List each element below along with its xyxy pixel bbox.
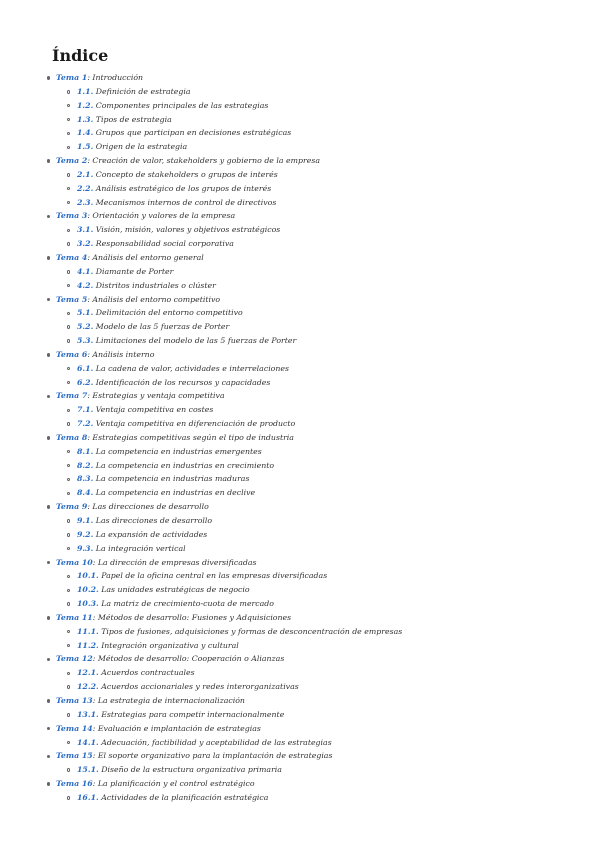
toc-topic (0, 154, 600, 209)
hollow-bullet-icon (67, 270, 70, 273)
toc-subtopic (0, 362, 600, 376)
subtopic-title: La competencia en industrias en crecimiento (95, 460, 275, 470)
subtopic-list (0, 708, 600, 722)
separator: : (92, 612, 98, 622)
subtopic-title: Visión, misión, valores y objetivos estratégicos (95, 225, 281, 235)
toc-topic (0, 431, 600, 500)
toc-subtopic (0, 528, 600, 542)
hollow-bullet-icon (67, 132, 70, 135)
subtopic-link[interactable]: 5.2. (77, 322, 94, 332)
toc-topic-row (0, 749, 600, 763)
subtopic-list (0, 514, 600, 556)
subtopic-link[interactable]: 14.1. (77, 737, 99, 747)
subtopic-title: Delimitación del entorno competitivo (95, 308, 243, 318)
toc-subtopic (0, 569, 600, 583)
toc-topic-row (0, 154, 600, 168)
filled-bullet-icon (47, 727, 50, 730)
subtopic-title: La expansión de actividades (95, 529, 208, 539)
topic-title: Análisis del entorno general (92, 252, 204, 262)
hollow-bullet-icon (67, 284, 70, 287)
toc-subtopic (0, 306, 600, 320)
toc-subtopic (0, 763, 600, 777)
separator: : (87, 73, 93, 82)
topic-link[interactable]: Tema 8 (56, 432, 88, 442)
topic-title: Análisis interno (92, 349, 155, 359)
subtopic-title: Tipos de estrategia (95, 114, 172, 124)
subtopic-title: Mecanismos internos de control de directivos (95, 197, 277, 207)
subtopic-link[interactable]: 4.1. (77, 266, 94, 276)
toc-subtopic (0, 583, 600, 597)
subtopic-link[interactable]: 6.1. (77, 363, 94, 373)
topic-title: La dirección de empresas diversificadas (97, 557, 257, 567)
subtopic-title: La competencia en industrias emergentes (95, 446, 262, 456)
separator: : (92, 751, 98, 761)
subtopic-link[interactable]: 11.2. (77, 640, 99, 650)
topic-link[interactable]: Tema 13 (56, 695, 93, 705)
separator: : (92, 779, 98, 789)
hollow-bullet-icon (67, 492, 70, 495)
subtopic-title: Definición de estrategia (95, 86, 191, 96)
separator: : (92, 557, 98, 567)
hollow-bullet-icon (67, 547, 70, 550)
toc-subtopic (0, 140, 600, 154)
subtopic-title: Papel de la oficina central en las empresas diversificadas (101, 571, 328, 581)
filled-bullet-icon (47, 76, 50, 79)
toc-subtopic (0, 680, 600, 694)
hollow-bullet-icon (67, 768, 70, 771)
toc-subtopic (0, 472, 600, 486)
toc-subtopic (0, 320, 600, 334)
topic-title: El soporte organizativo para la implantación de estrategias (97, 751, 333, 761)
filled-bullet-icon (47, 616, 50, 619)
toc-topic-row (0, 722, 600, 736)
subtopic-title: Estrategias para competir internacionalmente (101, 709, 285, 719)
hollow-bullet-icon (67, 644, 70, 647)
toc-subtopic (0, 196, 600, 210)
subtopic-title: Acuerdos accionariales y redes interorganizativas (101, 682, 299, 692)
separator: : (92, 695, 98, 705)
subtopic-link[interactable]: 12.1. (77, 668, 99, 678)
topic-link[interactable]: Tema 3 (56, 211, 88, 221)
subtopic-list (0, 569, 600, 611)
subtopic-link[interactable]: 13.1. (77, 709, 99, 719)
subtopic-list (0, 223, 600, 251)
subtopic-title: Integración organizativa y cultural (101, 640, 239, 650)
subtopic-link[interactable]: 1.1. (77, 86, 94, 96)
toc-topic (0, 556, 600, 611)
hollow-bullet-icon (67, 450, 70, 453)
subtopic-title: Ventaja competitiva en diferenciación de producto (95, 419, 296, 429)
topic-link[interactable]: Tema 7 (56, 391, 88, 401)
hollow-bullet-icon (67, 630, 70, 633)
toc-topic (0, 71, 600, 154)
toc-topic (0, 251, 600, 293)
subtopic-title: Distritos industriales o clúster (95, 280, 216, 290)
separator: : (92, 654, 98, 664)
toc-subtopic (0, 99, 600, 113)
hollow-bullet-icon (67, 464, 70, 467)
hollow-bullet-icon (67, 713, 70, 716)
hollow-bullet-icon (67, 685, 70, 688)
toc-topic-row (0, 556, 600, 570)
topic-link[interactable]: Tema 9 (56, 502, 88, 512)
subtopic-list (0, 666, 600, 694)
toc-topic-row (0, 694, 600, 708)
filled-bullet-icon (47, 505, 50, 508)
subtopic-title: Acuerdos contractuales (101, 668, 195, 678)
separator: : (87, 156, 93, 166)
subtopic-link[interactable]: 12.2. (77, 682, 99, 692)
subtopic-link[interactable]: 6.2. (77, 377, 94, 387)
hollow-bullet-icon (67, 672, 70, 675)
subtopic-title: La matriz de crecimiento-cuota de mercado (101, 599, 274, 609)
subtopic-link[interactable]: 4.2. (77, 280, 94, 290)
toc-topic-row (0, 209, 600, 223)
subtopic-title: Componentes principales de las estrategias (95, 100, 269, 110)
toc-topic (0, 293, 600, 348)
subtopic-link[interactable]: 8.4. (77, 488, 94, 498)
subtopic-list (0, 445, 600, 500)
subtopic-link[interactable]: 7.2. (77, 419, 94, 429)
topic-title: Análisis del entorno competitivo (92, 294, 221, 304)
toc-topic (0, 652, 600, 694)
toc-subtopic (0, 736, 600, 750)
subtopic-link[interactable]: 1.3. (77, 114, 94, 124)
subtopic-list (0, 791, 600, 805)
hollow-bullet-icon (67, 146, 70, 149)
separator: : (87, 391, 93, 401)
subtopic-title: Modelo de las 5 fuerzas de Porter (95, 322, 230, 332)
subtopic-list (0, 85, 600, 154)
subtopic-title: Responsabilidad social corporativa (95, 239, 234, 249)
subtopic-list (0, 625, 600, 653)
hollow-bullet-icon (67, 589, 70, 592)
subtopic-list (0, 168, 600, 210)
hollow-bullet-icon (67, 422, 70, 425)
subtopic-link[interactable]: 2.2. (77, 183, 94, 193)
topic-title: La planificación y el control estratégico (97, 779, 255, 789)
filled-bullet-icon (47, 755, 50, 758)
topic-link[interactable]: Tema 5 (56, 294, 88, 304)
toc-topic-row (0, 431, 600, 445)
toc-topic (0, 209, 600, 251)
topic-title: Estrategias competitivas según el tipo de industria (92, 432, 294, 442)
table-of-contents (0, 71, 600, 805)
hollow-bullet-icon (67, 409, 70, 412)
subtopic-list (0, 763, 600, 777)
toc-topic (0, 777, 600, 805)
topic-title: La estrategia de internacionalización (97, 695, 245, 705)
toc-subtopic (0, 85, 600, 99)
filled-bullet-icon (47, 353, 50, 356)
hollow-bullet-icon (67, 312, 70, 315)
hollow-bullet-icon (67, 533, 70, 536)
topic-link[interactable]: Tema 16 (56, 779, 93, 789)
filled-bullet-icon (47, 699, 50, 702)
subtopic-title: Origen de la estrategia (95, 142, 188, 152)
hollow-bullet-icon (67, 381, 70, 384)
toc-subtopic (0, 625, 600, 639)
toc-topic-row (0, 652, 600, 666)
subtopic-title: Actividades de la planificación estratégica (101, 792, 269, 802)
filled-bullet-icon (47, 159, 50, 162)
toc-topic-row (0, 293, 600, 307)
toc-subtopic (0, 223, 600, 237)
subtopic-link[interactable]: 10.3. (77, 599, 99, 609)
separator: : (87, 211, 93, 221)
subtopic-link[interactable]: 9.3. (77, 543, 94, 553)
subtopic-link[interactable]: 15.1. (77, 765, 99, 775)
topic-title: Las direcciones de desarrollo (92, 502, 209, 512)
subtopic-link[interactable]: 9.1. (77, 516, 94, 525)
hollow-bullet-icon (67, 575, 70, 578)
subtopic-link[interactable]: 3.2. (77, 239, 94, 249)
toc-subtopic (0, 376, 600, 390)
subtopic-link[interactable]: 9.2. (77, 529, 94, 539)
filled-bullet-icon (47, 436, 50, 439)
toc-topic (0, 348, 600, 390)
subtopic-title: Identificación de los recursos y capacidades (95, 377, 271, 387)
subtopic-title: La competencia en industrias maduras (95, 474, 250, 484)
topic-title: Orientación y valores de la empresa (92, 211, 236, 221)
hollow-bullet-icon (67, 741, 70, 744)
subtopic-link[interactable]: 8.2. (77, 460, 94, 470)
subtopic-title: Análisis estratégico de los grupos de interés (95, 183, 272, 193)
subtopic-link[interactable]: 2.1. (77, 169, 94, 179)
separator: : (87, 502, 93, 512)
subtopic-title: La integración vertical (95, 543, 186, 553)
hollow-bullet-icon (67, 519, 70, 522)
toc-subtopic (0, 334, 600, 348)
filled-bullet-icon (47, 215, 50, 218)
topic-title: Métodos de desarrollo: Fusiones y Adquisiciones (97, 612, 292, 622)
filled-bullet-icon (47, 395, 50, 398)
toc-subtopic (0, 182, 600, 196)
subtopic-list (0, 736, 600, 750)
subtopic-title: Concepto de stakeholders o grupos de interés (95, 169, 278, 179)
separator: : (87, 349, 93, 359)
toc-topic-row (0, 251, 600, 265)
topic-link[interactable]: Tema 6 (56, 349, 88, 359)
hollow-bullet-icon (67, 118, 70, 121)
hollow-bullet-icon (67, 602, 70, 605)
filled-bullet-icon (47, 561, 50, 564)
toc-subtopic (0, 514, 600, 528)
hollow-bullet-icon (67, 187, 70, 190)
page-title: Índice (52, 46, 109, 65)
hollow-bullet-icon (67, 173, 70, 176)
toc-subtopic (0, 445, 600, 459)
subtopic-title: Las direcciones de desarrollo (95, 516, 213, 525)
toc-topic (0, 749, 600, 777)
separator: : (87, 252, 93, 262)
topic-title: Métodos de desarrollo: Cooperación o Alianzas (97, 654, 285, 664)
hollow-bullet-icon (67, 478, 70, 481)
toc-topic (0, 389, 600, 431)
subtopic-title: Diamante de Porter (95, 266, 174, 276)
hollow-bullet-icon (67, 104, 70, 107)
subtopic-link[interactable]: 3.1. (77, 225, 94, 235)
subtopic-list (0, 362, 600, 390)
subtopic-link[interactable]: 1.4. (77, 128, 94, 138)
topic-link[interactable]: Tema 15 (56, 751, 93, 761)
subtopic-link[interactable]: 5.1. (77, 308, 94, 318)
topic-link[interactable]: Tema 14 (56, 723, 93, 733)
filled-bullet-icon (47, 298, 50, 301)
toc-subtopic (0, 417, 600, 431)
filled-bullet-icon (47, 256, 50, 259)
subtopic-link[interactable]: 2.3. (77, 197, 94, 207)
hollow-bullet-icon (67, 242, 70, 245)
subtopic-title: La competencia en industrias en declive (95, 488, 256, 498)
toc-topic-row (0, 348, 600, 362)
topic-title: Estrategias y ventaja competitiva (92, 391, 225, 401)
subtopic-link[interactable]: 11.1. (77, 626, 99, 636)
subtopic-link[interactable]: 1.5. (77, 142, 94, 152)
subtopic-list (0, 403, 600, 431)
topic-link[interactable]: Tema 10 (56, 557, 93, 567)
subtopic-link[interactable]: 10.2. (77, 585, 99, 595)
subtopic-link[interactable]: 8.3. (77, 474, 94, 484)
subtopic-list (0, 265, 600, 293)
topic-title: Evaluación e implantación de estrategias (97, 723, 261, 733)
subtopic-title: Diseño de la estructura organizativa primaria (101, 765, 282, 775)
toc-topic-row (0, 611, 600, 625)
subtopic-link[interactable]: 8.1. (77, 446, 94, 456)
topic-link[interactable]: Tema 12 (56, 654, 93, 664)
toc-subtopic (0, 791, 600, 805)
subtopic-title: La cadena de valor, actividades e interrelaciones (95, 363, 290, 373)
topic-title: Introducción (92, 73, 144, 82)
toc-subtopic (0, 168, 600, 182)
separator: : (87, 432, 93, 442)
toc-subtopic (0, 403, 600, 417)
subtopic-link[interactable]: 10.1. (77, 571, 99, 581)
subtopic-title: Limitaciones del modelo de las 5 fuerzas de Porter (95, 336, 297, 346)
subtopic-link[interactable]: 7.1. (77, 405, 94, 415)
hollow-bullet-icon (67, 325, 70, 328)
subtopic-link[interactable]: 16.1. (77, 792, 99, 802)
filled-bullet-icon (47, 658, 50, 661)
topic-link[interactable]: Tema 11 (56, 612, 93, 622)
toc-subtopic (0, 597, 600, 611)
toc-subtopic (0, 126, 600, 140)
toc-topic-row (0, 777, 600, 791)
toc-topic (0, 611, 600, 653)
subtopic-title: Adecuación, factibilidad y aceptabilidad de las estrategias (101, 737, 332, 747)
hollow-bullet-icon (67, 367, 70, 370)
toc-subtopic (0, 237, 600, 251)
toc-topic-row (0, 500, 600, 514)
topic-link[interactable]: Tema 1 (56, 73, 88, 82)
toc-topic-row (0, 71, 600, 85)
toc-topic (0, 694, 600, 722)
hollow-bullet-icon (67, 339, 70, 342)
separator: : (87, 294, 93, 304)
toc-subtopic (0, 459, 600, 473)
subtopic-link[interactable]: 1.2. (77, 100, 94, 110)
toc-subtopic (0, 486, 600, 500)
topic-title: Creación de valor, stakeholders y gobierno de la empresa (92, 156, 321, 166)
subtopic-list (0, 306, 600, 348)
topic-link[interactable]: Tema 2 (56, 156, 88, 166)
toc-subtopic (0, 113, 600, 127)
filled-bullet-icon (47, 782, 50, 785)
toc-subtopic (0, 708, 600, 722)
toc-subtopic (0, 279, 600, 293)
hollow-bullet-icon (67, 90, 70, 93)
toc-subtopic (0, 639, 600, 653)
hollow-bullet-icon (67, 229, 70, 232)
hollow-bullet-icon (67, 796, 70, 799)
toc-topic (0, 722, 600, 750)
subtopic-title: Las unidades estratégicas de negocio (101, 585, 250, 595)
subtopic-link[interactable]: 5.3. (77, 336, 94, 346)
toc-topic (0, 500, 600, 555)
toc-subtopic (0, 666, 600, 680)
toc-subtopic (0, 265, 600, 279)
topic-link[interactable]: Tema 4 (56, 252, 88, 262)
subtopic-title: Ventaja competitiva en costes (95, 405, 214, 415)
subtopic-title: Tipos de fusiones, adquisiciones y formas de desconcentración de empresas (101, 626, 403, 636)
toc-subtopic (0, 542, 600, 556)
toc-topic-row (0, 389, 600, 403)
hollow-bullet-icon (67, 201, 70, 204)
separator: : (92, 723, 98, 733)
subtopic-title: Grupos que participan en decisiones estratégicas (95, 128, 292, 138)
